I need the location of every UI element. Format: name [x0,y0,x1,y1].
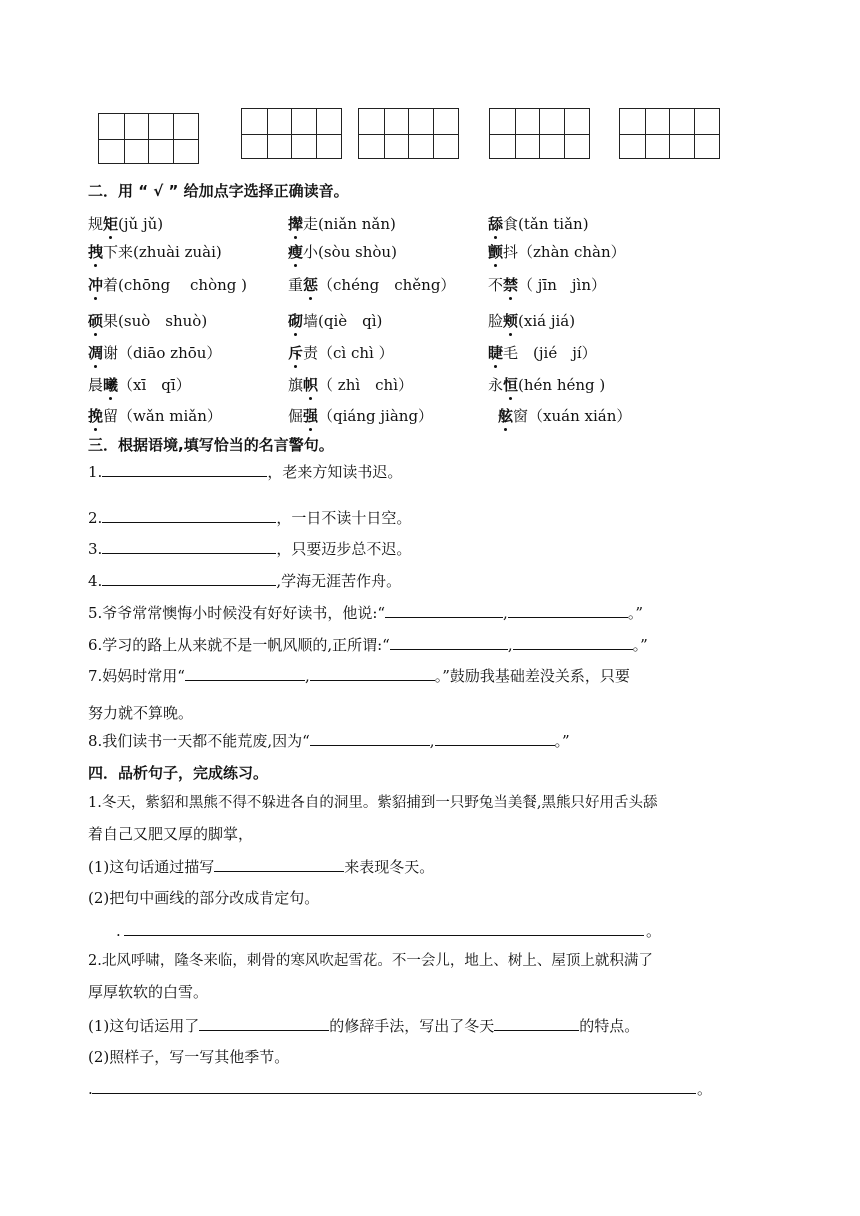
pinyin-item[interactable]: 旗帜（ zhì chì） [288,376,414,394]
pinyin-options[interactable]: （zhàn chàn） [518,243,626,261]
quote-q2: 2. ，一日不读十日空。 [88,509,412,527]
passage2-answer-line[interactable] [92,1093,696,1094]
quote-q5: 5.爷爷常常懊悔小时候没有好好读书，他说:“ , 。” [88,604,643,622]
dotted-character: 恒 [503,376,519,394]
pinyin-item[interactable]: 斥责（cì chì ） [288,344,394,362]
writing-grid-1[interactable] [98,113,199,164]
quote-q3-blank[interactable] [102,538,276,554]
quote-q7-continuation: 努力就不算晚。 [88,704,194,722]
dotted-character: 挽 [88,407,104,425]
dotted-character: 帜 [303,376,319,394]
passage2-answer-end: 。 [697,1080,713,1098]
passage1-answer-end: 。 [646,922,662,940]
dotted-character: 矩 [103,215,119,233]
quote-q6-blank-b[interactable] [513,634,633,650]
dotted-character: 禁 [503,276,519,294]
quote-q2-blank[interactable] [102,507,276,523]
pinyin-item[interactable]: 舔食(tǎn tiǎn) [488,215,589,233]
quote-q5-blank-b[interactable] [508,602,628,618]
dotted-character: 曦 [103,376,119,394]
quote-q4-blank[interactable] [102,570,276,586]
passage2-line2: 厚厚软软的白雪。 [88,983,209,1001]
dotted-character: 睫 [488,344,504,362]
quote-q7: 7.妈妈时常用“ , 。”鼓励我基础差没关系，只要 [88,667,630,685]
dotted-character: 颤 [488,243,504,261]
passage2-line1: 2.北风呼啸，隆冬来临，刺骨的寒风吹起雪花。不一会儿，地上、树上、屋顶上就积满了 [88,953,653,969]
dotted-character: 砌 [288,312,304,330]
pinyin-options[interactable]: (suò shuò) [118,312,208,330]
writing-grid-3[interactable] [358,108,459,159]
pinyin-options[interactable]: (niǎn nǎn) [318,215,396,233]
passage1-question1: (1)这句话通过描写 来表现冬天。 [88,858,435,876]
quote-q4: 4. ,学海无涯苦作舟。 [88,572,402,590]
quote-q6: 6.学习的路上从来就不是一帆风顺的,正所谓:“ , 。” [88,636,648,654]
pinyin-item[interactable]: 砌墙(qiè qì) [288,312,383,330]
pinyin-options[interactable]: (chōng chòng ) [118,276,247,294]
dotted-character: 撵 [288,215,304,233]
pinyin-options[interactable]: （wǎn miǎn） [118,407,222,425]
pinyin-options[interactable]: (qiè qì) [318,312,383,330]
quote-q1-blank[interactable] [102,461,267,477]
dotted-character: 颊 [503,312,519,330]
dotted-character: 斥 [288,344,304,362]
section3-title: 三．根据语境,填写恰当的名言警句。 [88,436,334,454]
pinyin-options[interactable]: （diāo zhōu） [118,344,222,362]
pinyin-item[interactable]: 颤抖（zhàn chàn） [488,243,626,261]
quote-q6-blank-a[interactable] [390,634,508,650]
pinyin-item[interactable]: 拽下来(zhuài zuài) [88,243,222,261]
pinyin-options[interactable]: （xī qī） [118,376,191,394]
pinyin-item[interactable]: 舷窗（xuán xián） [498,407,632,425]
dotted-character: 瘦 [288,243,304,261]
pinyin-item[interactable]: 倔强（qiáng jiàng） [288,407,434,425]
quote-q1: 1. ，老来方知读书迟。 [88,463,403,481]
pinyin-options[interactable]: (sòu shòu) [318,243,397,261]
dotted-character: 硕 [88,312,104,330]
pinyin-item[interactable]: 规矩(jǔ jǔ) [88,215,164,233]
pinyin-options[interactable]: (tǎn tiǎn) [518,215,589,233]
quote-q7-blank-a[interactable] [185,665,305,681]
writing-grid-5[interactable] [619,108,720,159]
quote-q8: 8.我们读书一天都不能荒废,因为“ , 。” [88,732,570,750]
pinyin-item[interactable]: 冲着(chōng chòng ) [88,276,247,294]
dotted-character: 惩 [303,276,319,294]
writing-grid-4[interactable] [489,108,590,159]
writing-grid-2[interactable] [241,108,342,159]
pinyin-options[interactable]: (hén héng ) [518,376,606,394]
pinyin-options[interactable]: （qiáng jiàng） [318,407,434,425]
passage2-answer-prefix: . [88,1080,93,1098]
passage2-question1: (1)这句话运用了 的修辞手法，写出了冬天 的特点。 [88,1017,640,1035]
pinyin-options[interactable]: (xiá jiá) [518,312,576,330]
pinyin-item[interactable]: 重惩（chéng chěng） [288,276,456,294]
pinyin-item[interactable]: 硕果(suò shuò) [88,312,208,330]
pinyin-item[interactable]: 不禁（ jīn jìn） [488,276,607,294]
pinyin-item[interactable]: 永恒(hén héng ) [488,376,606,394]
pinyin-options[interactable]: （chéng chěng） [318,276,456,294]
quote-q3: 3. ，只要迈步总不迟。 [88,540,412,558]
dotted-character: 冲 [88,276,104,294]
pinyin-options[interactable]: （ jīn jìn） [518,276,607,294]
pinyin-item[interactable]: 挽留（wǎn miǎn） [88,407,222,425]
pinyin-options[interactable]: （ zhì chì） [318,376,414,394]
quote-q8-blank-b[interactable] [435,730,555,746]
pinyin-options[interactable]: (jǔ jǔ) [118,215,164,233]
dotted-character: 舔 [488,215,504,233]
quote-q7-blank-b[interactable] [310,665,435,681]
quote-q5-blank-a[interactable] [385,602,503,618]
pinyin-options[interactable]: (zhuài zuài) [133,243,222,261]
passage1-answer-line[interactable] [124,935,644,936]
pinyin-item[interactable]: 撵走(niǎn nǎn) [288,215,396,233]
section4-title: 四．品析句子，完成练习。 [88,764,269,782]
dotted-character: 强 [303,407,319,425]
pinyin-item[interactable]: 凋谢（diāo zhōu） [88,344,222,362]
passage1-q1-blank[interactable] [214,856,344,872]
dotted-character: 凋 [88,344,104,362]
passage1-answer-prefix: . [116,922,121,940]
pinyin-item[interactable]: 脸颊(xiá jiá) [488,312,576,330]
pinyin-item[interactable]: 晨曦（xī qī） [88,376,191,394]
pinyin-item[interactable]: 瘦小(sòu shòu) [288,243,397,261]
passage2-q1-blank-b[interactable] [494,1015,579,1031]
pinyin-options[interactable]: （xuán xián） [528,407,632,425]
dotted-character: 舷 [498,407,514,425]
passage2-question2: (2)照样子，写一写其他季节。 [88,1048,290,1066]
pinyin-options[interactable]: (jié jí） [518,344,597,362]
pinyin-item[interactable]: 睫毛 (jié jí） [488,344,597,362]
passage2-q1-blank-a[interactable] [199,1015,329,1031]
quote-q8-blank-a[interactable] [310,730,430,746]
passage1-question2: (2)把句中画线的部分改成肯定句。 [88,889,320,907]
passage1-line1: 1.冬天，紫貂和黑熊不得不躲进各自的洞里。紫貂捕到一只野兔当美餐,黑熊只好用舌头舔 [88,795,658,811]
dotted-character: 拽 [88,243,104,261]
pinyin-options[interactable]: （cì chì ） [318,344,394,362]
section2-title: 二．用 “ √ ” 给加点字选择正确读音。 [88,182,349,200]
passage1-line2: 着自己又肥又厚的脚掌， [88,825,254,843]
